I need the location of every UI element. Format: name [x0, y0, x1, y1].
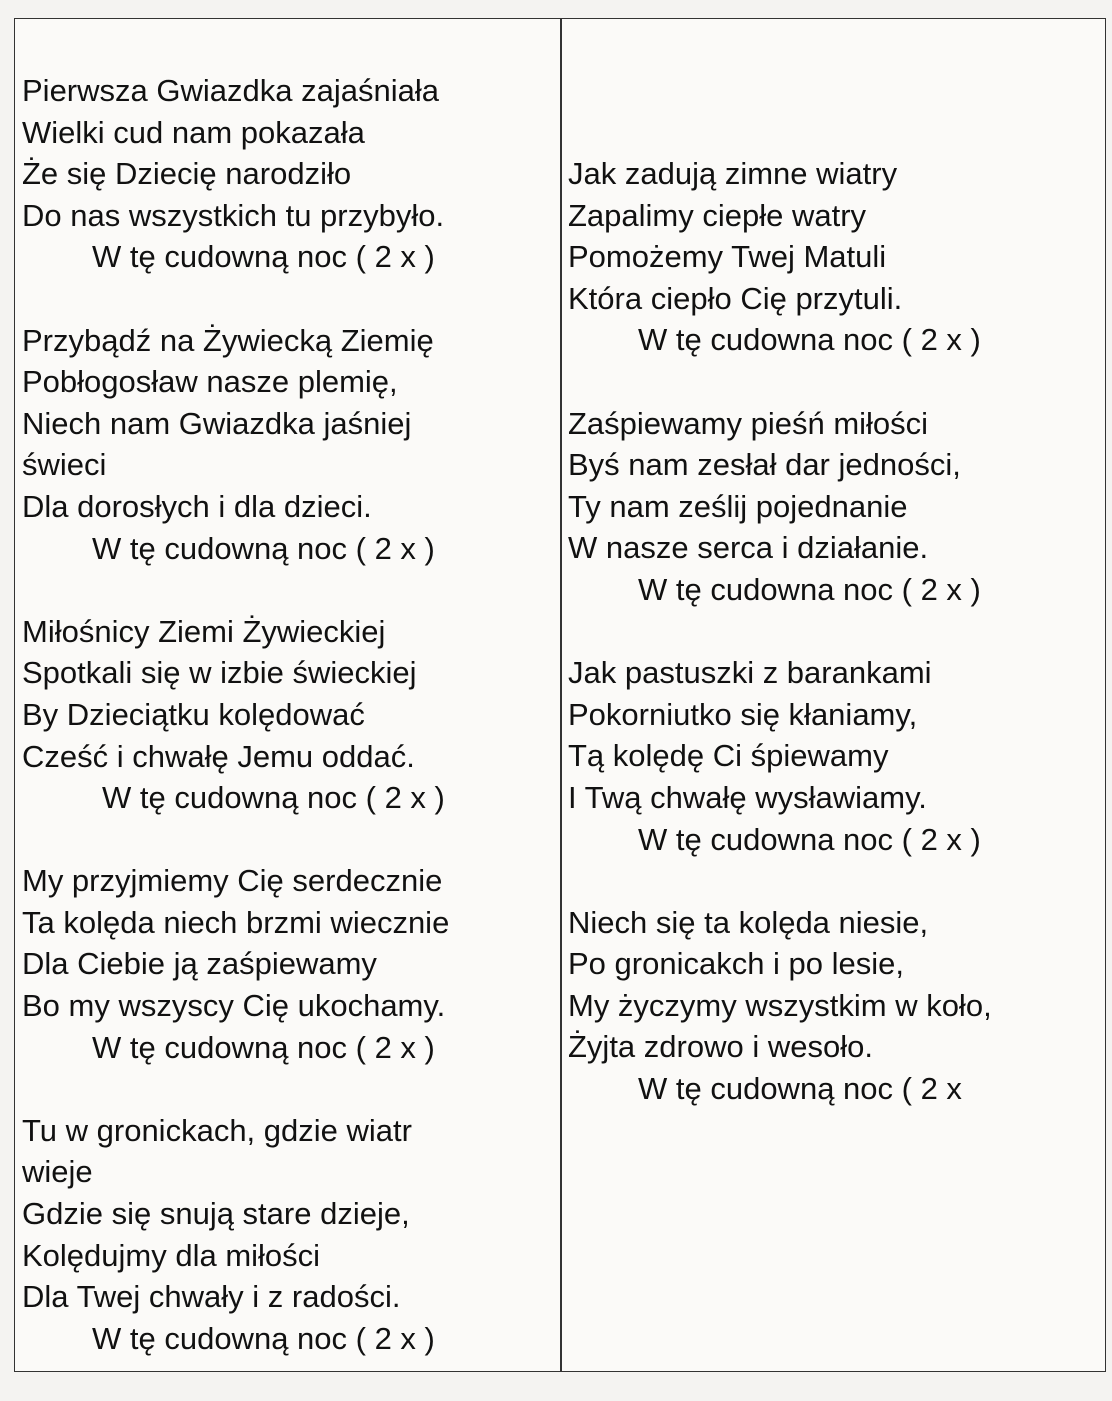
stanza — [22, 860, 552, 1068]
lyric-line: Niech się ta kolęda niesie, — [568, 904, 929, 940]
refrain-line: W tę cudowna noc ( 2 x ) — [638, 821, 981, 857]
lyric-line: Miłośnicy Ziemi Żywieckiej — [22, 613, 386, 649]
stanza — [568, 902, 1088, 1110]
refrain-line: W tę cudowną noc ( 2 x ) — [92, 530, 435, 566]
lyric-line: Zaśpiewamy pieśń miłości — [568, 405, 929, 441]
lyric-line: Tą kolędę Ci śpiewamy — [568, 738, 889, 774]
refrain-line: W tę cudowną noc ( 2 x ) — [92, 1320, 435, 1356]
lyric-line: Wielki cud nam pokazała — [22, 114, 365, 150]
stanza — [568, 403, 1088, 611]
lyric-line: By Dzieciątku kolędować — [22, 696, 365, 732]
refrain-line: W tę cudowna noc ( 2 x ) — [638, 322, 981, 358]
lyric-line: świeci — [22, 447, 107, 483]
column-divider — [560, 18, 562, 1372]
lyric-line: Dla dorosłych i dla dzieci. — [22, 488, 372, 524]
lyric-line: Cześć i chwałę Jemu oddać. — [22, 738, 415, 774]
lyric-line: Zapalimy ciepłe watry — [568, 197, 867, 233]
lyric-line: Gdzie się snują stare dzieje, — [22, 1196, 410, 1232]
lyric-line: Która ciepło Cię przytuli. — [568, 280, 903, 316]
lyric-line: My przyjmiemy Cię serdecznie — [22, 863, 443, 899]
lyric-line: Spotkali się w izbie świeckiej — [22, 655, 417, 691]
lyric-line: Byś nam zesłał dar jedności, — [568, 447, 961, 483]
lyric-line: Pierwsza Gwiazdka zajaśniała — [22, 73, 439, 108]
lyric-line: My życzymy wszystkim w koło, — [568, 987, 992, 1023]
refrain-line: W tę cudowna noc ( 2 x ) — [638, 571, 981, 607]
stanza — [22, 70, 552, 278]
lyric-line: W nasze serca i działanie. — [568, 530, 929, 566]
lyric-line: Pobłogosław nasze plemię, — [22, 364, 398, 400]
refrain-line: W tę cudowną noc ( 2 x ) — [92, 239, 435, 275]
lyric-line: Niech nam Gwiazdka jaśniej — [22, 405, 412, 441]
lyric-line: Że się Dziecię narodziło — [22, 156, 352, 192]
refrain-line: W tę cudowną noc ( 2 x ) — [92, 1029, 435, 1065]
lyric-line: Ty nam ześlij pojednanie — [568, 488, 908, 524]
lyric-line: Dla Twej chwały i z radości. — [22, 1279, 401, 1315]
stanza — [22, 1110, 552, 1360]
stanza — [568, 652, 1088, 860]
lyric-line: I Twą chwałę wysławiamy. — [568, 779, 927, 815]
stanza — [568, 153, 1088, 361]
lyric-line: Do nas wszystkich tu przybyło. — [22, 197, 445, 233]
refrain-line: W tę cudowną noc ( 2 x ) — [102, 780, 445, 816]
lyric-line: Jak pastuszki z barankami — [568, 655, 932, 691]
refrain-line: W tę cudowną noc ( 2 x — [638, 1071, 962, 1107]
lyric-line: Jak zadują zimne wiatry — [568, 156, 898, 191]
lyric-line: Dla Ciebie ją zaśpiewamy — [22, 946, 377, 982]
lyric-line: Przybądź na Żywiecką Ziemię — [22, 322, 434, 358]
left-column — [22, 70, 552, 1401]
stanza — [22, 320, 552, 570]
lyric-line: Bo my wszyscy Cię ukochamy. — [22, 988, 446, 1024]
lyric-line: Kolędujmy dla miłości — [22, 1237, 321, 1273]
lyric-line: wieje — [22, 1154, 93, 1190]
lyric-line: Po gronicakch i po lesie, — [568, 946, 905, 982]
lyric-line: Pokorniutko się kłaniamy, — [568, 696, 918, 732]
lyric-line: Ta kolęda niech brzmi wiecznie — [22, 904, 450, 940]
right-column — [568, 153, 1088, 1151]
stanza — [22, 611, 552, 819]
lyric-line: Pomożemy Twej Matuli — [568, 239, 887, 275]
lyric-line: Żyjta zdrowo i wesoło. — [568, 1029, 873, 1065]
lyric-line: Tu w gronickach, gdzie wiatr — [22, 1112, 412, 1148]
